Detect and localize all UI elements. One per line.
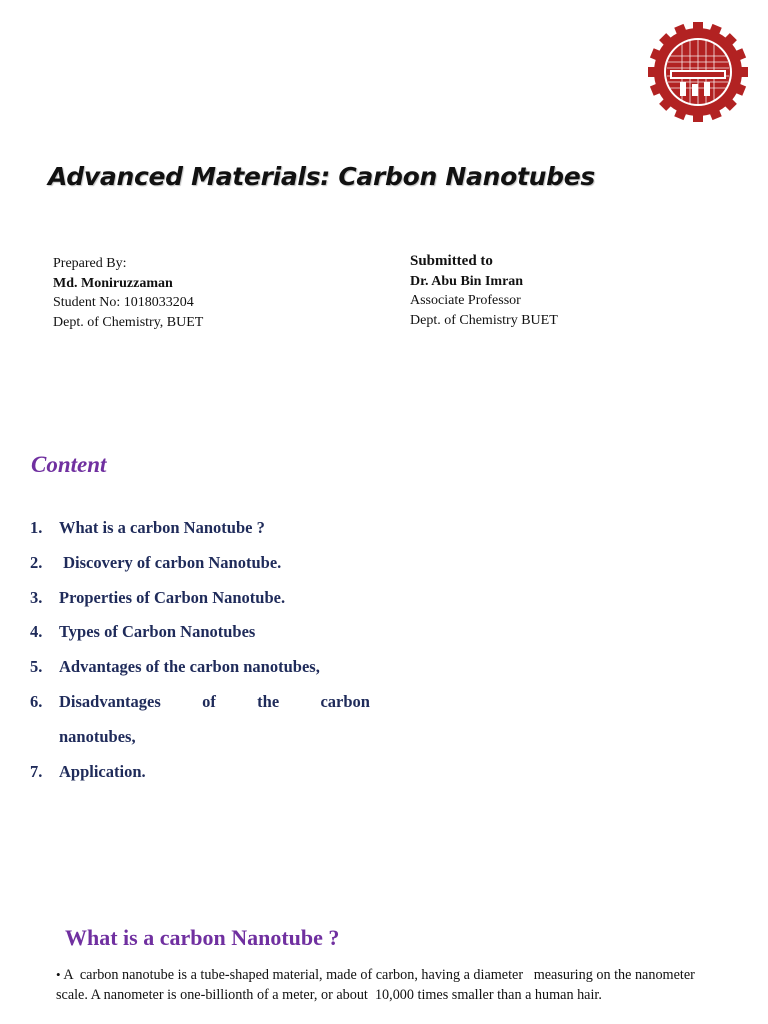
content-item-continuation: nanotubes, xyxy=(59,726,136,746)
student-number: Student No: 1018033204 xyxy=(53,295,194,310)
content-item-number: 6. xyxy=(30,691,43,711)
content-item xyxy=(30,546,370,581)
submitted-to-label: Submitted to xyxy=(410,253,493,269)
author-name: Md. Moniruzzaman xyxy=(53,275,173,291)
content-item-text: Discovery of carbon Nanotube. xyxy=(59,552,282,572)
supervisor-position: Associate Professor xyxy=(410,293,521,308)
content-heading: Content xyxy=(31,452,107,477)
content-item xyxy=(30,615,370,650)
page-title: Advanced Materials: Carbon Nanotubes xyxy=(48,162,595,191)
content-item xyxy=(30,581,370,616)
content-item-text: Advantages of the carbon nanotubes, xyxy=(59,657,320,677)
content-item-number: 3. xyxy=(30,587,43,607)
content-item xyxy=(30,511,370,546)
content-item xyxy=(30,685,370,755)
content-item-text: Application. xyxy=(59,761,146,781)
content-item xyxy=(30,755,370,790)
author-department: Dept. of Chemistry, BUET xyxy=(53,314,204,330)
content-list xyxy=(30,511,370,789)
content-item-number: 1. xyxy=(30,518,43,537)
university-gear-logo-icon xyxy=(646,20,750,124)
supervisor-department: Dept. of Chemistry BUET xyxy=(410,312,558,328)
content-item-text: Types of Carbon Nanotubes xyxy=(59,622,256,642)
content-item-text: Properties of Carbon Nanotube. xyxy=(59,587,286,607)
prepared-by-label: Prepared By: xyxy=(53,256,127,271)
content-item-number: 5. xyxy=(30,657,43,677)
supervisor-name: Dr. Abu Bin Imran xyxy=(410,273,524,289)
content-item-number: 4. xyxy=(30,622,43,642)
prepared-by-block xyxy=(53,254,203,332)
paragraph-text: A carbon nanotube is a tube-shaped material, made of carbon, having a diameter measuring on the nanometer scale. A nanometer is one-billionth of a meter, or about 10,000 times smaller than a human hair. xyxy=(56,967,699,1003)
bullet-icon: • xyxy=(56,967,61,982)
content-item-number: 2. xyxy=(30,552,43,572)
content-item-number: 7. xyxy=(30,761,43,781)
content-item-text: Disadvantages of the carbon xyxy=(59,691,370,711)
submitted-to-block xyxy=(410,252,558,330)
section-paragraph xyxy=(56,965,699,1005)
content-item-text: What is a carbon Nanotube ? xyxy=(59,518,265,537)
content-item xyxy=(30,650,370,685)
section-heading: What is a carbon Nanotube ? xyxy=(65,925,340,950)
